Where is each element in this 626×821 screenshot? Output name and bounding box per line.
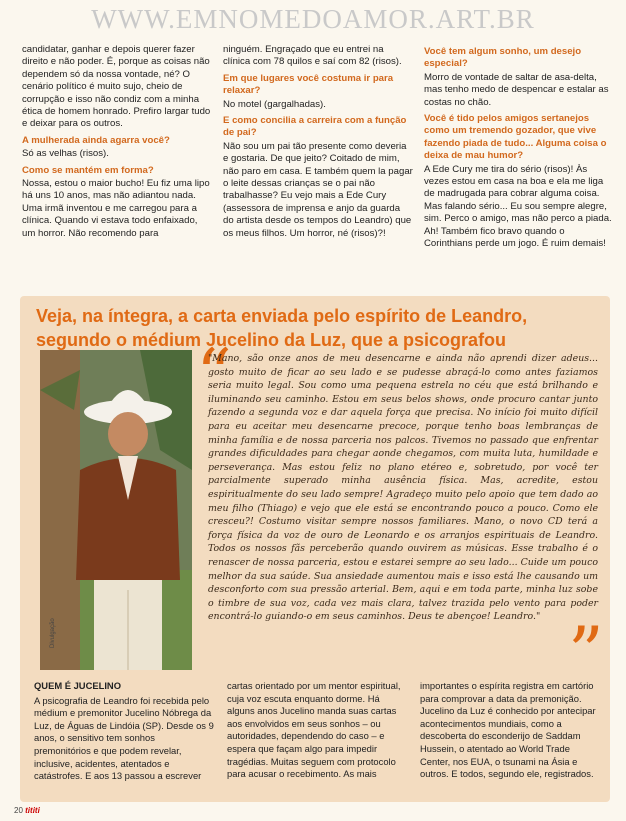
- question: A mulherada ainda agarra você?: [22, 134, 170, 146]
- answer: Só as velhas (risos).: [22, 148, 109, 160]
- magazine-brand: tititi: [25, 806, 40, 815]
- answer: Nossa, estou o maior bucho! Eu fiz uma lipo há uns 10 anos, mas não adiantou nada. Uma irmã inventou e me carregou para a clínica. Quando vi estava todo enfaixado, um horror. Não recomendo para: [22, 178, 210, 239]
- column-1: [22, 44, 212, 284]
- question: Como se mantém em forma?: [22, 164, 154, 176]
- question: Você é tido pelos amigos sertanejos como um tremendo gozador, que vive fazendo piada de tudo... Alguma coisa o deixa de mau humor?: [424, 113, 607, 162]
- answer: Não sou um pai tão presente como deveria e gostaria. De que jeito? Coitado de mim, não paro em casa. E também quem la pagar o leite dessas crianças se o pai não trabalhasse? Eu vejo mais a Ede Cury (assessora de imprensa e anjo da guarda do artista desde os tempos do Leandro) que os meus filhos. Um horror, né (risos)?!: [223, 140, 413, 239]
- paragraph: cartas orientado por um mentor espiritual, cuja voz escuta enquanto dorme. Há alguns anos Jucelino manda suas cartas aos envolvidos em seus sonhos – ou autoridades, dependendo do caso – e espera que façam algo para impedir tragédias. Muitas seguem com protocolo para acusar o recebimento. As mais: [227, 680, 401, 780]
- quote-open-icon: “: [196, 334, 232, 416]
- paragraph: importantes o espírita registra em cartório para comprovar a data da premonição. Jucelino da Luz é conhecido por antecipar acontecimentos mundiais, como a descoberta do esconderijo de Saddam Hussein, o atentado ao World Trade Center, nos EUA, o tsunami na Ásia e outros. E todos, segundo ele, registrados.: [420, 680, 596, 780]
- singer-illustration: [40, 350, 192, 670]
- interview-columns: [22, 44, 614, 284]
- jucelino-col-1: [34, 680, 214, 783]
- answer: Morro de vontade de saltar de asa-delta, mas tenho medo de despencar e estalar as costas no chão.: [424, 71, 609, 108]
- jucelino-col-3: [420, 680, 600, 783]
- question: Você tem algum sonho, um desejo especial?: [424, 46, 582, 70]
- jucelino-section: [34, 680, 600, 783]
- column-2: [223, 44, 413, 284]
- column-3: [424, 44, 614, 284]
- psychographed-letter: "Mano, são onze anos de meu desencarne e ainda não aprendi dizer adeus... gosto muito de ficar ao seu lado e se pudesse abraçá-lo como antes faziamos seria muito legal. Sou como uma pequena estrela no céu que está brilhando e iluminando seu caminho. Estou em seus belos shows, onde procuro cantar junto fazendo a segunda voz e dar aquela força que precisa. No início foi muito difícil para eu aceitar meu desencarne precoce, porque tenho boas lembranças de minha família e de nossa parceria nos palcos. Tivemos no passado que enfrentar grandes dificuldades para chegar aonde chegamos, com muita luta, humildade e perseverança. Mas estou feliz no plano etéreo e, sobretudo, por você ter parcialmente superado minha ausência física. Mas, acredite, estou espiritualmente do seu lado sempre! Agradeço muito pelo apoio que tem dado ao meu filho (Thiago) e vejo que ele está se encontrando pouco a pouco. Como ele cresceu?! Costumo visitar sempre nossos familiares. Mano, o novo CD terá a força física da voz de ouro de Leonardo e os arranjos espirituais de Leandro. Todos os nossos fãs perceberão quando ouvirem as músicas. Esse trabalho é o renascer de nossa parceria, estou e estarei sempre ao seu lado... Cuide um pouco melhor da sua saúde. Sua ansiedade aumentou mais e isso está lhe causando um desconforto com sua pressão arterial. Bem, aqui e em toda parte, minha luz sobe o timbre de sua voz, cada vez mais clara, talvez trazida pelo vento para poder encontrá-lo guiando-o em seus caminhos. Deus te abençoe! Leandro.": [208, 353, 598, 623]
- answer: A Ede Cury me tira do sério (risos)! Às vezes estou em casa na boa e ela me liga de madrugada para cobrar alguma coisa. Mas falando sério... Eu sou sempre alegre, sim. Perco o amigo, mas não perco a piada. Ah! Também fico bravo quando o Corinthians perde um jogo. É ruim demais!: [424, 163, 612, 250]
- answer: No motel (gargalhadas).: [223, 98, 326, 110]
- question: Em que lugares você costuma ir para relaxar?: [223, 72, 394, 97]
- section-heading: QUEM É JUCELINO: [34, 680, 121, 691]
- watermark: WWW.EMNOMEDOAMOR.ART.BR: [91, 4, 535, 34]
- singer-photo: [40, 350, 192, 670]
- paragraph: candidatar, ganhar e depois querer fazer direito e não poder. É, porque as coisas não dependem só da nossa vontade, né? O cenário político é muito sujo, cheio de corrupção e isso não condiz com a minha ética de homem honrado. Prefiro largar tudo e deixar para os outros.: [22, 44, 211, 130]
- headline: Veja, na íntegra, a carta enviada pelo espírito de Leandro, segundo o médium Jucelino da Luz, que a psicografou: [36, 306, 528, 350]
- paragraph: ninguém. Engraçado que eu entrei na clínica com 78 quilos e saí com 82 (risos).: [223, 44, 402, 68]
- photo-credit: Divulgação: [50, 618, 56, 648]
- paragraph: A psicografia de Leandro foi recebida pelo médium e premonitor Jucelino Nóbrega da Luz, de Águas de Lindóia (SP). Desde os 9 anos, o sensitivo tem sonhos premonitórios e que podem revelar, inclusive, acidentes, atentados e catástrofes. E aos 13 passou a escrever: [34, 694, 214, 782]
- jucelino-col-2: [227, 680, 407, 783]
- page-number: 20: [14, 806, 23, 815]
- letter-box: [20, 296, 610, 802]
- quote-close-icon: ”: [568, 612, 604, 694]
- question: E como concilia a carreira com a função de pai?: [223, 115, 407, 139]
- page-footer: [14, 806, 40, 815]
